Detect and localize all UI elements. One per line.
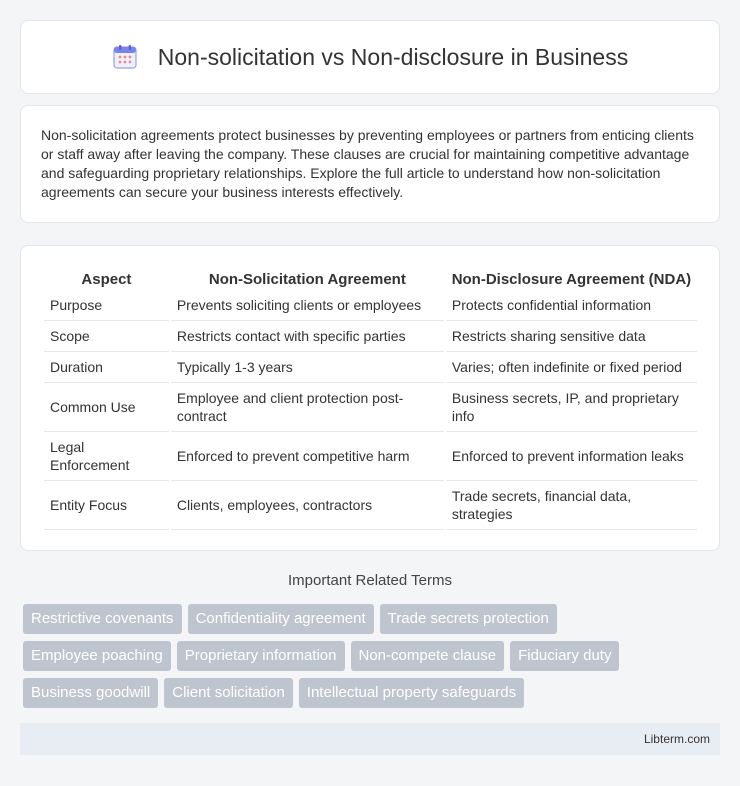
intro-card: [20, 105, 720, 223]
table-cell: Trade secrets, financial data, strategies: [446, 481, 697, 530]
column-header-aspect: Aspect: [81, 271, 132, 288]
comparison-table: [42, 266, 699, 530]
tag-confidentiality-agreement[interactable]: Confidentiality agreement: [188, 604, 374, 634]
calendar-icon: [112, 44, 138, 70]
table-cell: Scope: [44, 321, 169, 352]
table-row: [44, 481, 697, 530]
table-cell: Employee and client protection post-contract: [171, 383, 444, 432]
table-cell: Purpose: [44, 290, 169, 321]
table-cell: Restricts contact with specific parties: [171, 321, 444, 352]
related-terms-tags: [23, 604, 723, 715]
table-row: [44, 383, 697, 432]
intro-text: Non-solicitation agreements protect businesses by preventing employees or partners from enticing clients or staff away after leaving the company. These clauses are crucial for maintaining competitive advantage and safeguarding proprietary relationships. Explore the full article to understand how non-solicitation agreements can secure your business interests effectively.: [41, 127, 694, 200]
footer: [20, 723, 720, 755]
table-cell: Enforced to prevent competitive harm: [171, 432, 444, 481]
table-row: [44, 352, 697, 383]
tag-employee-poaching[interactable]: Employee poaching: [23, 641, 171, 671]
tag-proprietary-information[interactable]: Proprietary information: [177, 641, 345, 671]
comparison-table-card: [20, 245, 720, 551]
table-cell: Common Use: [44, 383, 169, 432]
table-cell: Business secrets, IP, and proprietary info: [446, 383, 697, 432]
table-cell: Duration: [44, 352, 169, 383]
table-cell: Clients, employees, contractors: [171, 481, 444, 530]
table-cell: Protects confidential information: [446, 290, 697, 321]
tag-restrictive-covenants[interactable]: Restrictive covenants: [23, 604, 182, 634]
column-header-non-solicitation: Non-Solicitation Agreement: [208, 271, 406, 288]
table-row: [44, 321, 697, 352]
table-cell: Prevents soliciting clients or employees: [171, 290, 444, 321]
tag-fiduciary-duty[interactable]: Fiduciary duty: [510, 641, 619, 671]
tag-trade-secrets-protection[interactable]: Trade secrets protection: [380, 604, 557, 634]
table-cell: Typically 1-3 years: [171, 352, 444, 383]
tag-non-compete-clause[interactable]: Non-compete clause: [351, 641, 505, 671]
page-title: Non-solicitation vs Non-disclosure in Business: [157, 43, 629, 70]
table-row: [44, 432, 697, 481]
tag-business-goodwill[interactable]: Business goodwill: [23, 678, 158, 708]
table-row: [44, 290, 697, 321]
table-cell: Legal Enforcement: [44, 432, 169, 481]
footer-site-link[interactable]: Libterm.com: [643, 732, 710, 746]
table-cell: Restricts sharing sensitive data: [446, 321, 697, 352]
table-cell: Enforced to prevent information leaks: [446, 432, 697, 481]
tag-intellectual-property-safeguards[interactable]: Intellectual property safeguards: [299, 678, 524, 708]
title-card: [20, 20, 720, 94]
tag-client-solicitation[interactable]: Client solicitation: [164, 678, 293, 708]
table-cell: Entity Focus: [44, 481, 169, 530]
related-terms-heading: Important Related Terms: [288, 572, 452, 589]
column-header-nda: Non-Disclosure Agreement (NDA): [451, 271, 692, 288]
table-cell: Varies; often indefinite or fixed period: [446, 352, 697, 383]
